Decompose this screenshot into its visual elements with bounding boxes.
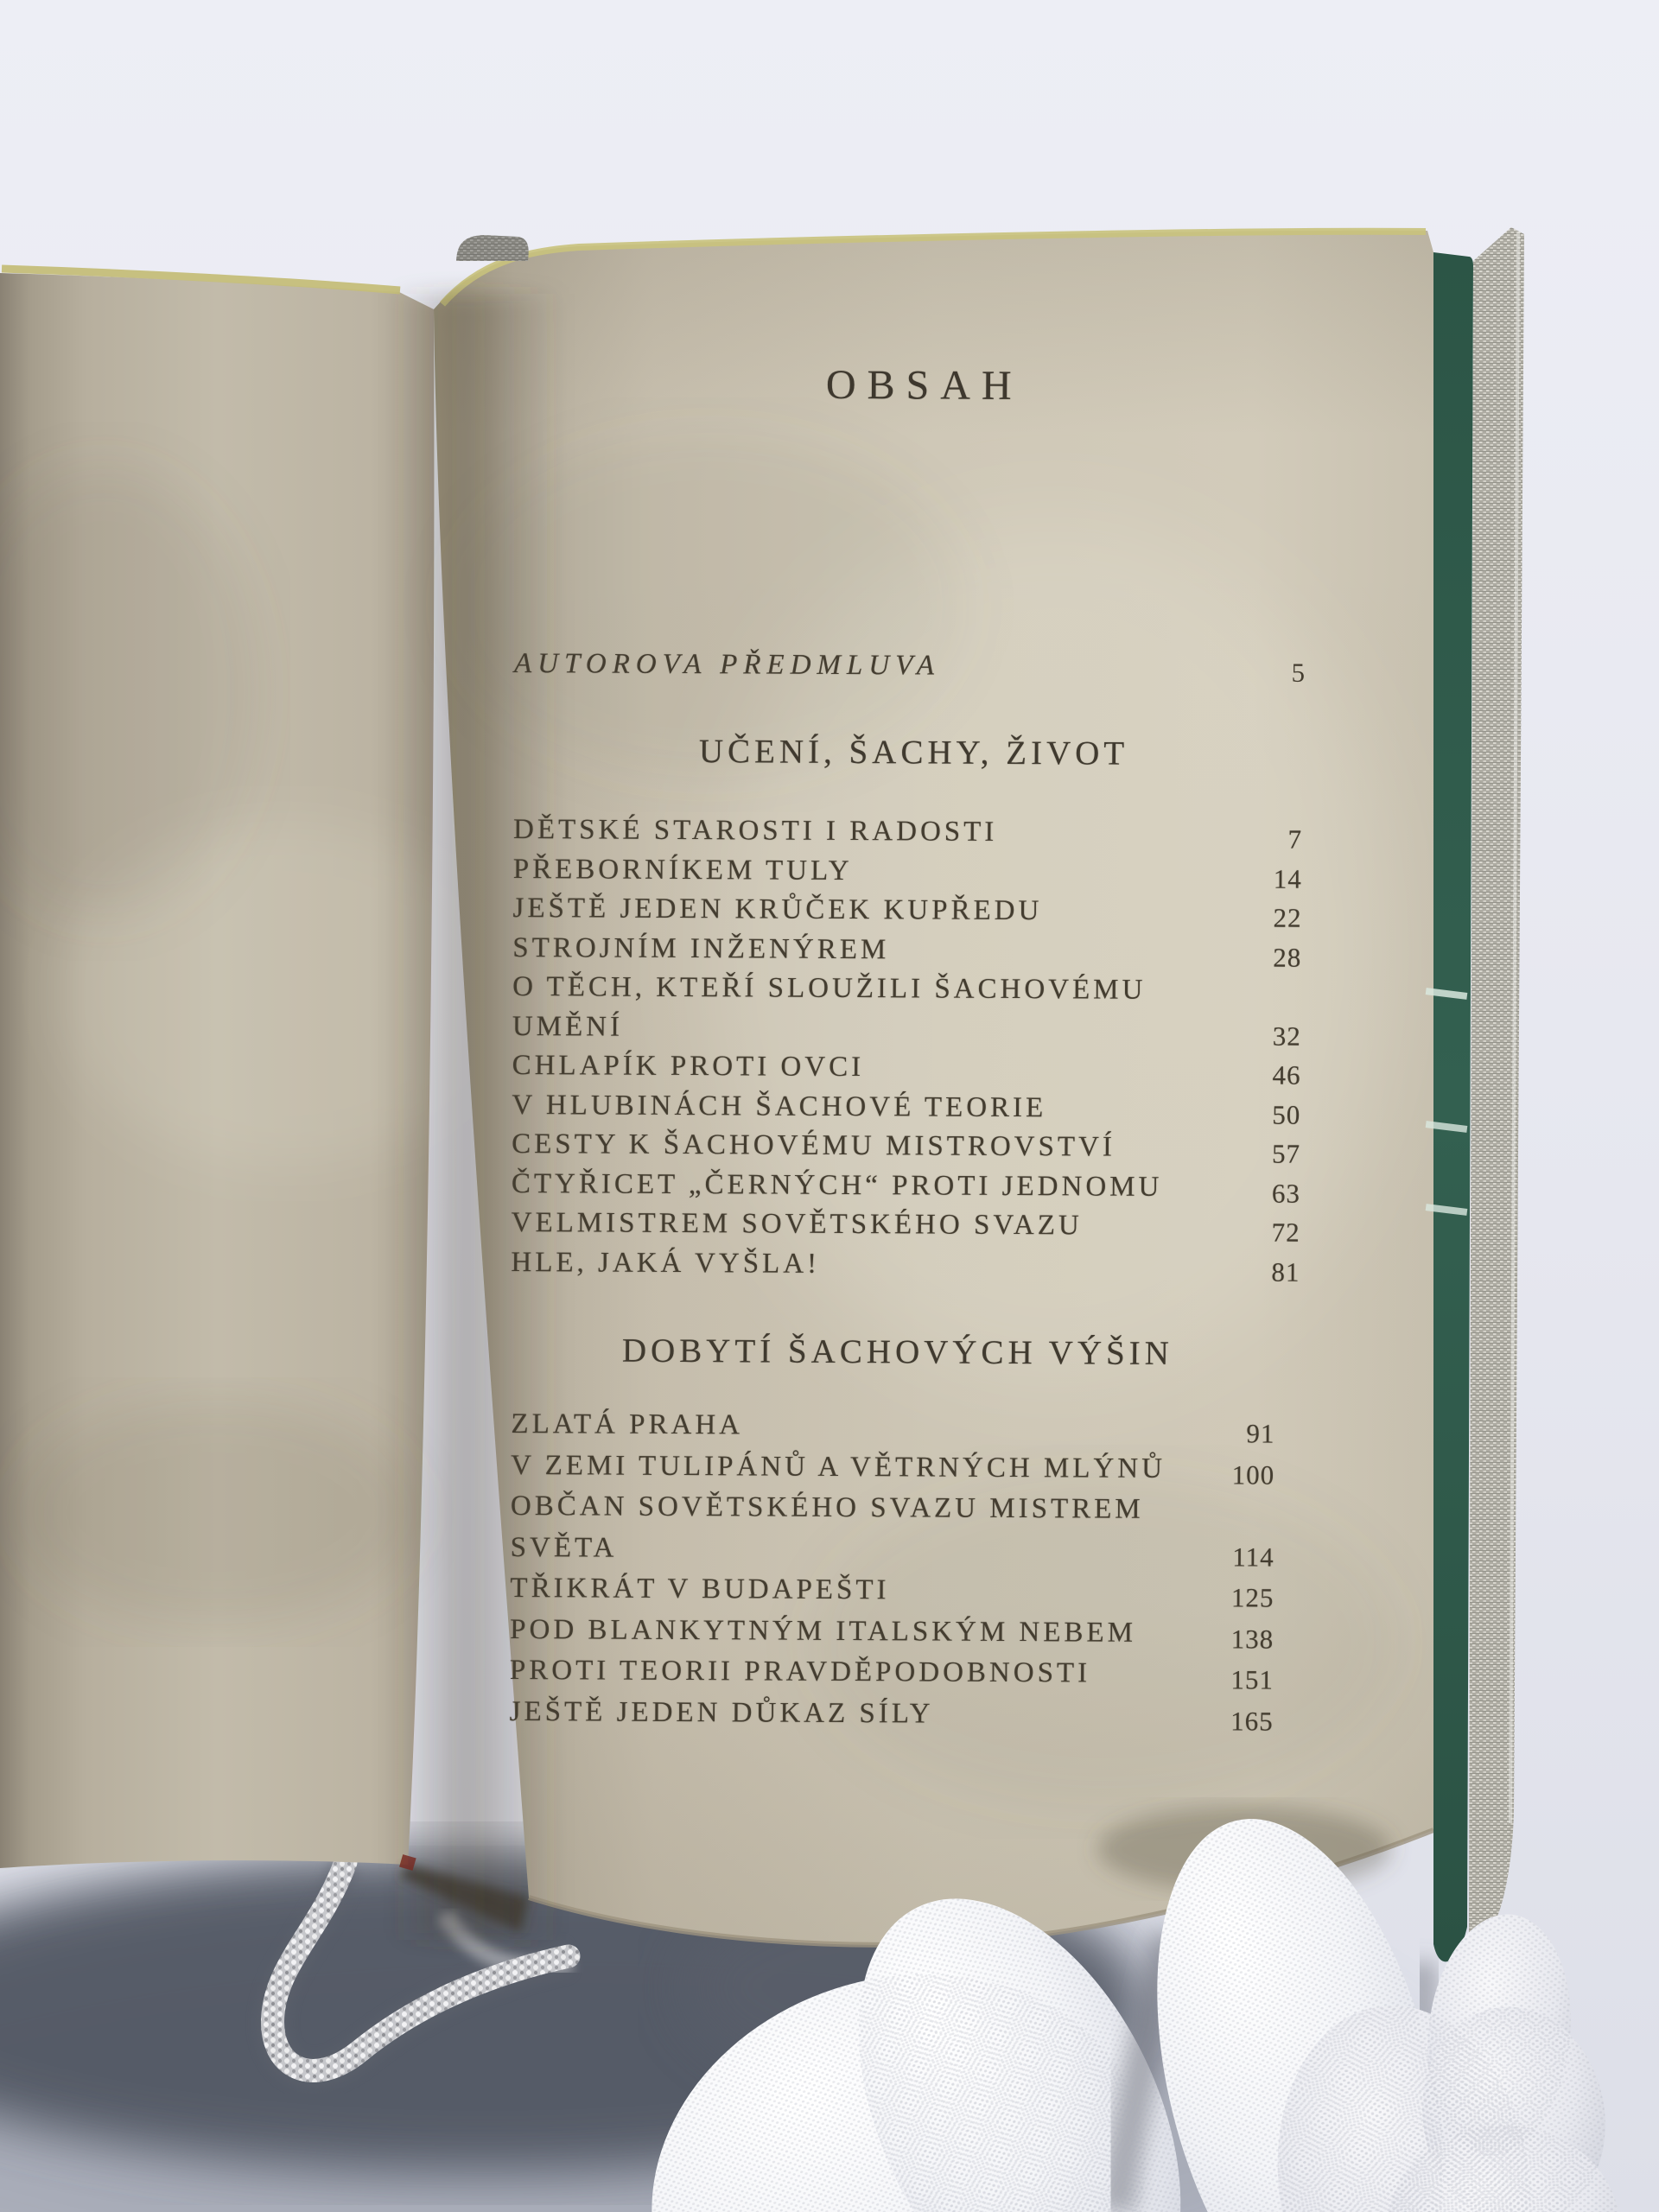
entry-title: UMĚNÍ	[512, 1010, 624, 1043]
section-heading: DOBYTÍ ŠACHOVÝCH VÝŠIN	[621, 1332, 1174, 1372]
entry-page-number: 50	[1272, 1099, 1301, 1130]
toc-entry-line	[512, 1167, 1300, 1211]
entry-page-number: 7	[1287, 823, 1303, 855]
entry-title: VELMISTREM SOVĚTSKÉHO SVAZU	[511, 1206, 1083, 1242]
entry-title: CESTY K ŠACHOVÉMU MISTROVSTVÍ	[512, 1128, 1116, 1163]
entry-title: O TĚCH, KTEŘÍ SLOUŽILI ŠACHOVÉMU	[512, 970, 1147, 1006]
toc-entry-line	[510, 1573, 1274, 1618]
entry-page-number: 46	[1272, 1059, 1301, 1090]
entry-title: TŘIKRÁT V BUDAPEŠTI	[510, 1572, 890, 1606]
toc-entry-line	[512, 893, 1301, 936]
toc-entry-line	[512, 1089, 1300, 1132]
entry-title: CHLAPÍK PROTI OVCI	[512, 1049, 865, 1084]
toc-entry-line	[510, 1695, 1274, 1740]
entry-page-number: 81	[1271, 1256, 1300, 1287]
preface-page-number: 5	[1291, 657, 1306, 688]
entry-page-number: 72	[1271, 1217, 1300, 1248]
entry-page-number: 28	[1273, 942, 1302, 973]
toc-entry-line	[511, 1408, 1274, 1453]
preface-row	[513, 647, 1306, 688]
toc-entry-line	[511, 1531, 1274, 1576]
preface-title: AUTOROVA PŘEDMLUVA	[513, 647, 941, 682]
toc-entry-line	[511, 1491, 1274, 1535]
toc-entry-line	[511, 1449, 1274, 1494]
section-heading: UČENÍ, ŠACHY, ŽIVOT	[698, 733, 1129, 772]
entry-page-number: 151	[1230, 1664, 1274, 1695]
entry-title: DĚTSKÉ STAROSTI I RADOSTI	[512, 813, 998, 848]
entry-title: PŘEBORNÍKEM TULY	[512, 853, 853, 887]
entry-title: SVĚTA	[510, 1531, 618, 1564]
entry-title: PROTI TEORII PRAVDĚPODOBNOSTI	[509, 1654, 1091, 1689]
entry-title: OBČAN SOVĚTSKÉHO SVAZU MISTREM	[510, 1490, 1144, 1525]
toc-entry-line	[512, 971, 1301, 1014]
page-title: OBSAH	[825, 361, 1023, 410]
entry-title: V HLUBINÁCH ŠACHOVÉ TEORIE	[512, 1089, 1047, 1123]
toc-entry-line	[510, 1613, 1274, 1658]
entry-title: JEŠTĚ JEDEN KRŮČEK KUPŘEDU	[512, 892, 1043, 927]
entry-page-number: 91	[1246, 1418, 1275, 1449]
entry-page-number: 165	[1230, 1705, 1274, 1737]
entry-page-number: 32	[1272, 1020, 1301, 1052]
section-entries	[510, 1408, 1275, 1741]
toc-entry-line	[513, 853, 1302, 896]
entry-title: HLE, JAKÁ VYŠLA!	[511, 1246, 821, 1280]
entry-page-number: 114	[1232, 1541, 1274, 1573]
entry-title: JEŠTĚ JEDEN DŮKAZ SÍLY	[509, 1695, 934, 1730]
toc-entry-line	[512, 1050, 1300, 1093]
entry-page-number: 14	[1273, 863, 1302, 894]
entry-page-number: 125	[1230, 1582, 1274, 1613]
toc-entry-line	[510, 1655, 1274, 1700]
section-entries	[511, 814, 1302, 1290]
entry-title: POD BLANKYTNÝM ITALSKÝM NEBEM	[510, 1613, 1137, 1649]
entry-title: ZLATÁ PRAHA	[511, 1408, 744, 1441]
toc-entry-line	[512, 1128, 1300, 1172]
entry-title: V ZEMI TULIPÁNŮ A VĚTRNÝCH MLÝNŮ	[511, 1449, 1166, 1484]
toc-entry-line	[511, 1246, 1300, 1289]
entry-page-number: 22	[1273, 902, 1302, 933]
entry-title: ČTYŘICET „ČERNÝCH“ PROTI JEDNOMU	[511, 1167, 1163, 1203]
entry-page-number: 100	[1231, 1459, 1275, 1491]
entry-title: STROJNÍM INŽENÝREM	[512, 931, 890, 965]
entry-page-number: 57	[1272, 1138, 1301, 1169]
toc-entry-line	[512, 931, 1301, 975]
entry-page-number: 63	[1271, 1178, 1300, 1209]
toc-entry-line	[512, 1207, 1300, 1250]
toc-entry-line	[513, 814, 1302, 857]
entry-page-number: 138	[1230, 1623, 1274, 1655]
toc-entry-line	[512, 1010, 1301, 1053]
